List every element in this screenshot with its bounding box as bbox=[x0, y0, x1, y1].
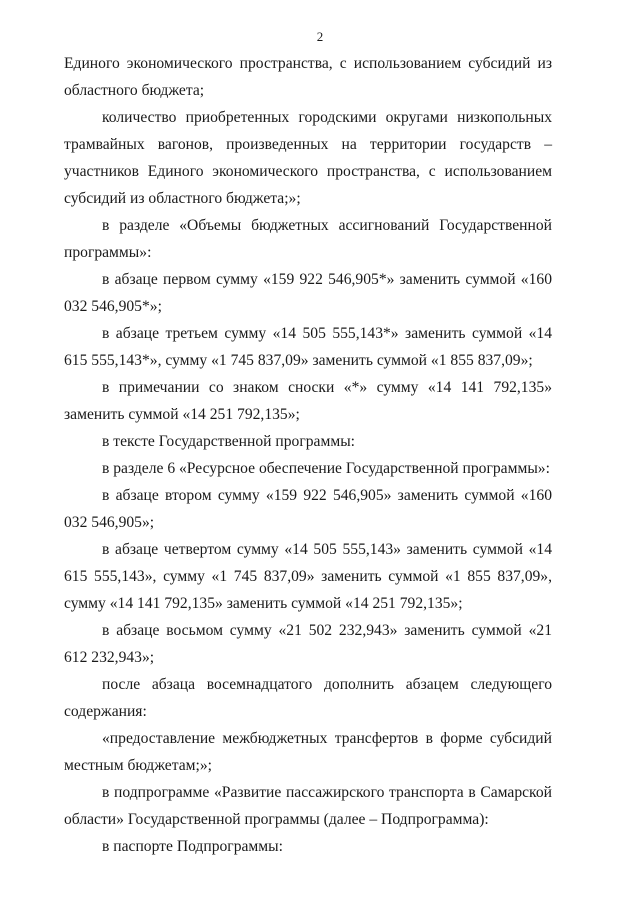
paragraph-11: в абзаце восьмом сумму «21 502 232,943» заменить суммой «21 612 232,943»; bbox=[64, 622, 552, 666]
paragraph-10: в абзаце четвертом сумму «14 505 555,143» заменить суммой «14 615 555,143», сумму «1 745 837,09» заменить суммой «1 855 837,09», сумму «14 141 792,135» заменить суммой «14 251 792,135»; bbox=[64, 541, 552, 612]
document-body bbox=[64, 50, 552, 860]
paragraph-14: в подпрограмме «Развитие пассажирского транспорта в Самарской области» Государственной программы (далее – Подпрограмма): bbox=[64, 784, 552, 828]
paragraph-13: «предоставление межбюджетных трансфертов в форме субсидий местным бюджетам;»; bbox=[64, 730, 552, 774]
paragraph-1: Единого экономического пространства, с использованием субсидий из областного бюджета; bbox=[64, 55, 552, 99]
paragraph-4: в абзаце первом сумму «159 922 546,905*» заменить суммой «160 032 546,905*»; bbox=[64, 271, 552, 315]
paragraph-12: после абзаца восемнадцатого дополнить абзацем следующего содержания: bbox=[64, 676, 552, 720]
paragraph-9: в абзаце втором сумму «159 922 546,905» заменить суммой «160 032 546,905»; bbox=[64, 487, 552, 531]
paragraph-8: в разделе 6 «Ресурсное обеспечение Государственной программы»: bbox=[102, 460, 550, 477]
paragraph-5: в абзаце третьем сумму «14 505 555,143*» заменить суммой «14 615 555,143*», сумму «1 745 837,09» заменить суммой «1 855 837,09»; bbox=[64, 325, 552, 369]
paragraph-15: в паспорте Подпрограммы: bbox=[102, 838, 283, 855]
paragraph-6: в примечании со знаком сноски «*» сумму «14 141 792,135» заменить суммой «14 251 792,135»; bbox=[64, 379, 552, 423]
paragraph-2: количество приобретенных городскими округами низкопольных трамвайных вагонов, произведенных на территории государств – участников Единого экономического пространства, с использованием субсидий из областного бюджета;»; bbox=[64, 109, 552, 207]
page-number: 2 bbox=[316, 29, 324, 44]
paragraph-7: в тексте Государственной программы: bbox=[102, 433, 356, 450]
paragraph-3: в разделе «Объемы бюджетных ассигнований Государственной программы»: bbox=[64, 217, 552, 261]
